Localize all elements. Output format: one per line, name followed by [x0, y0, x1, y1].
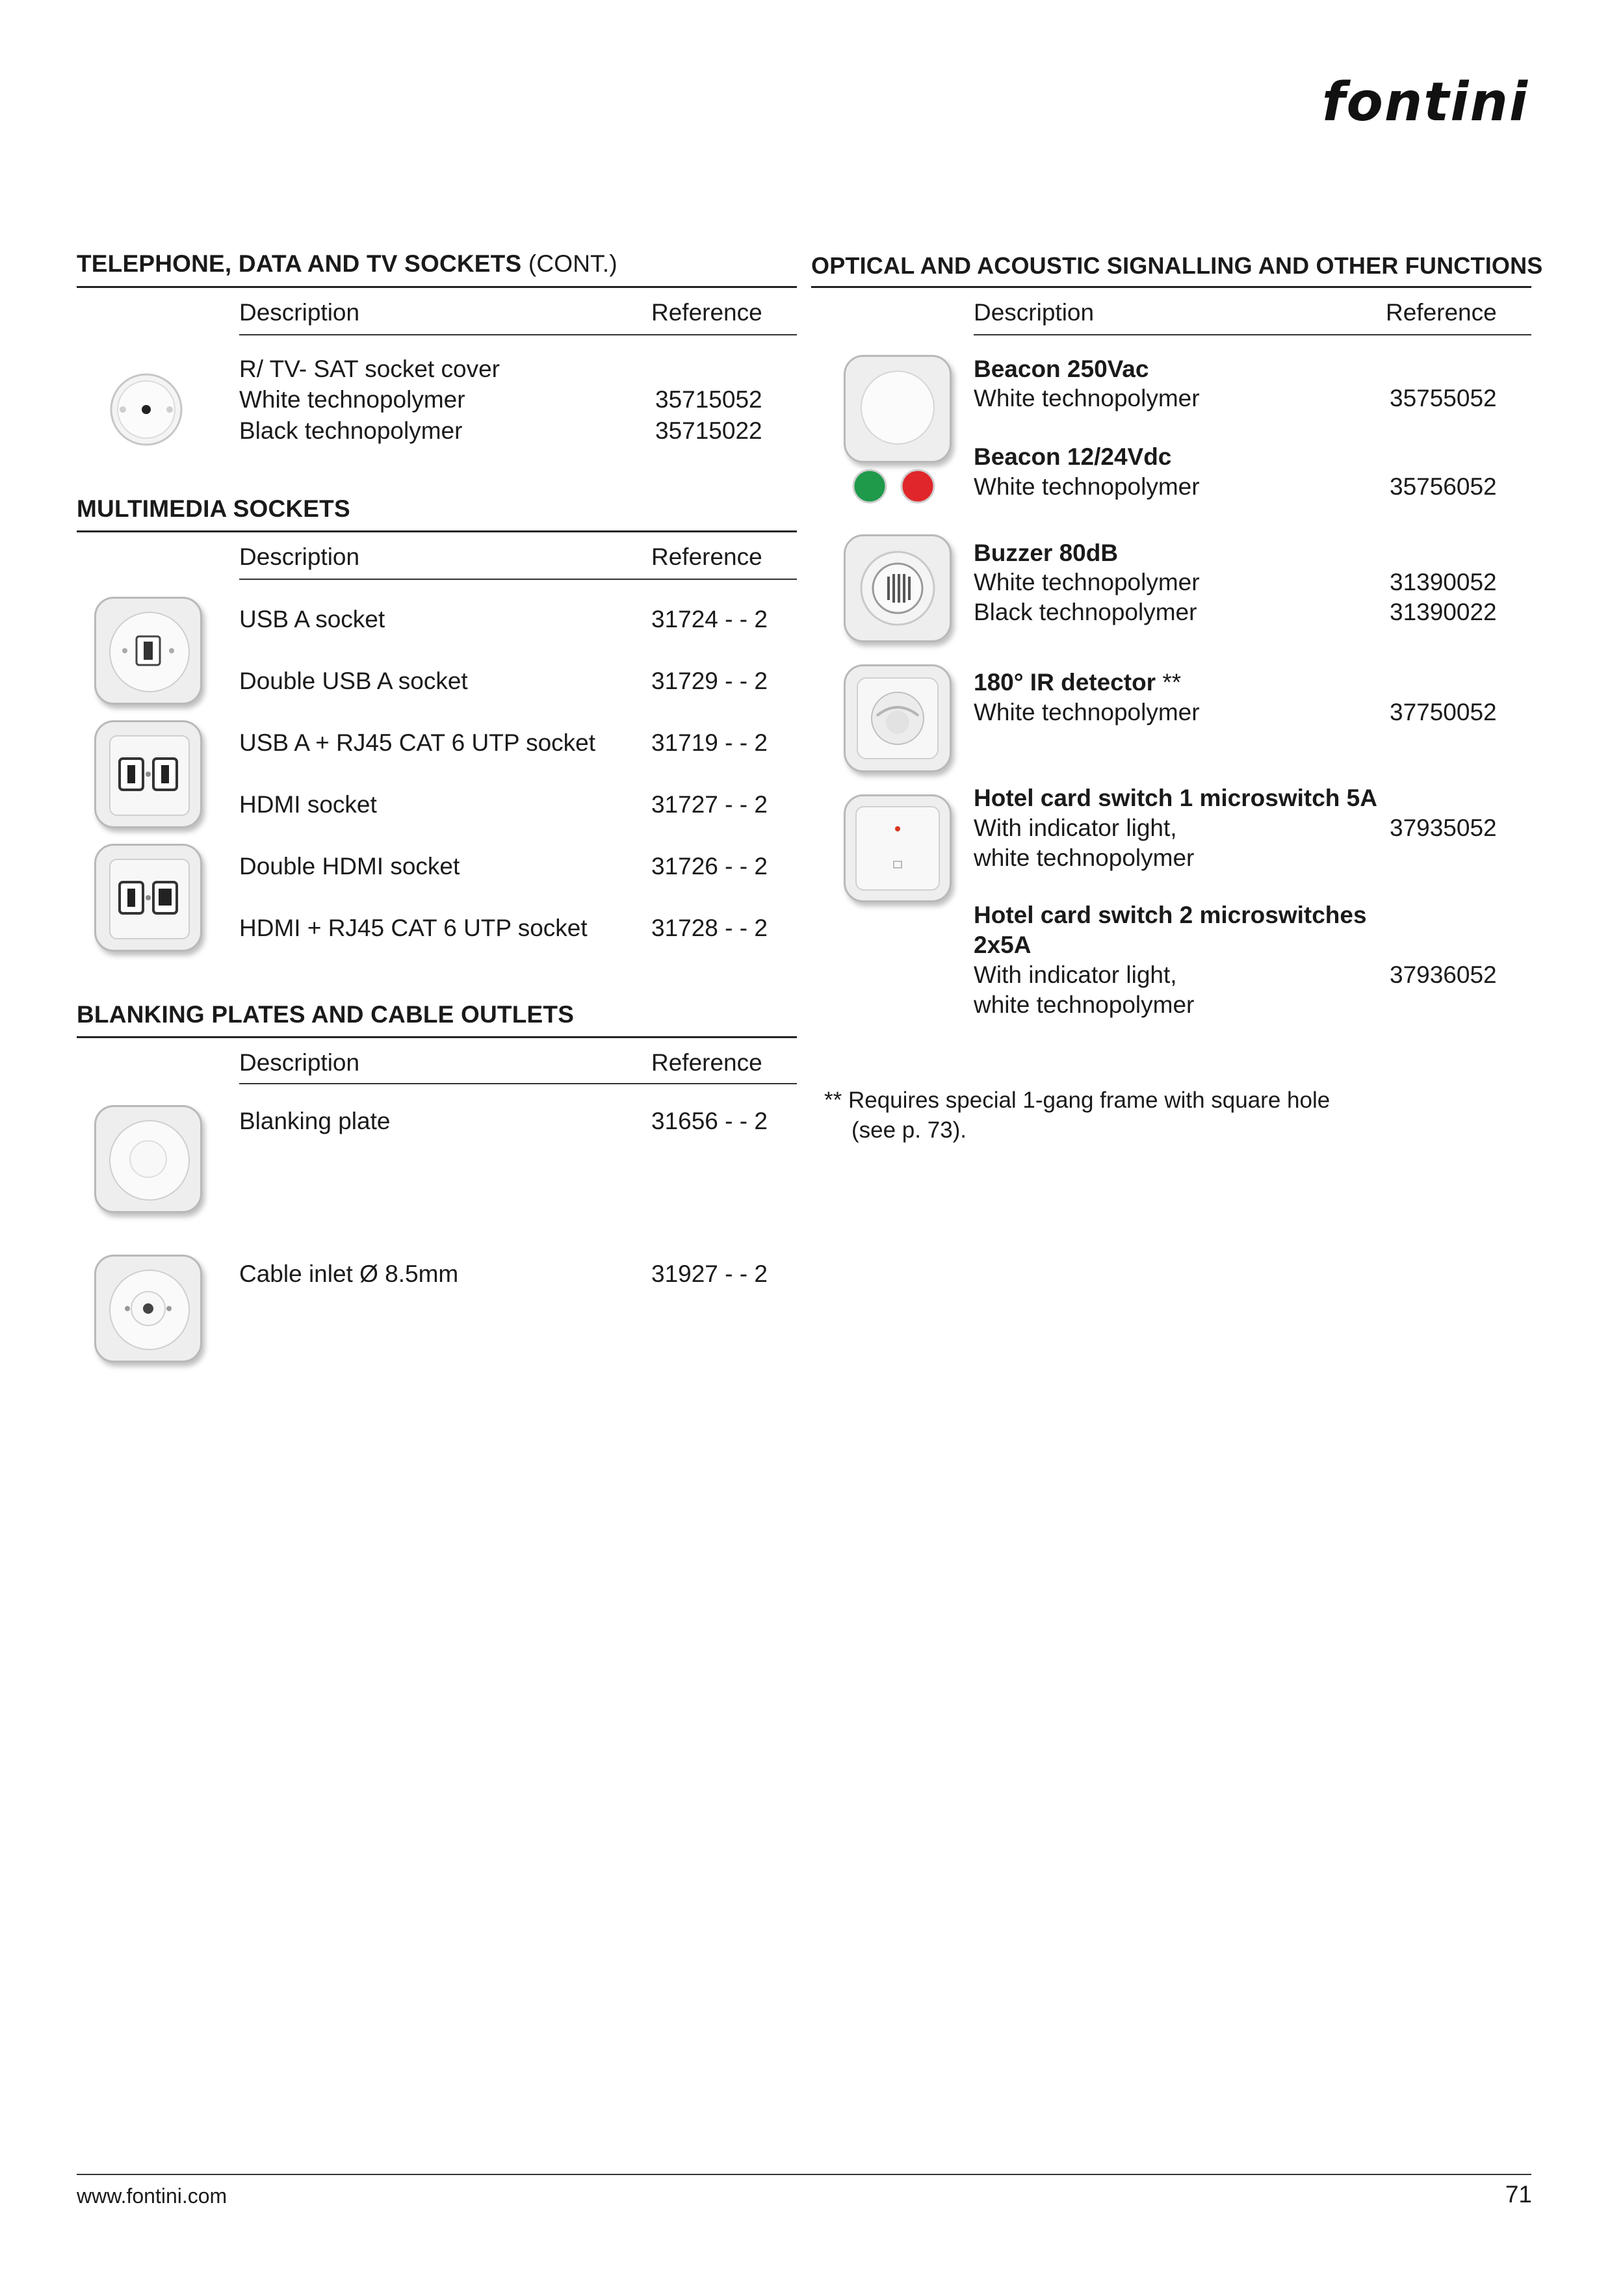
list-item: White technopolymer	[974, 699, 1200, 725]
list-item: Double USB A socket	[239, 668, 468, 694]
product-name: Beacon 12/24Vdc	[974, 443, 1172, 470]
list-item: HDMI + RJ45 CAT 6 UTP socket	[239, 915, 588, 941]
list-item: With indicator light,	[974, 815, 1177, 841]
list-item: White technopolymer	[974, 385, 1200, 411]
cable-inlet-image	[94, 1255, 202, 1363]
reference-code: 35715022	[655, 417, 762, 444]
reference-code: 37935052	[1390, 815, 1497, 841]
reference-code: 35715052	[655, 386, 762, 413]
buzzer-image	[844, 534, 952, 642]
list-item: Double HDMI socket	[239, 853, 460, 880]
section-rule	[811, 286, 1531, 288]
list-item: Black technopolymer	[974, 599, 1197, 625]
column-header-reference: Reference	[651, 1049, 762, 1076]
list-item: HDMI socket	[239, 791, 377, 818]
footer-rule	[77, 2174, 1531, 2175]
column-header-description: Description	[239, 1049, 360, 1076]
beacon-image	[844, 355, 952, 463]
footnote-line-1: ** Requires special 1-gang frame with square hole	[824, 1088, 1331, 1113]
usb-socket-image	[94, 597, 202, 705]
header-rule	[239, 334, 797, 335]
section-rule	[77, 286, 797, 288]
fontini-logo: fontini	[1321, 72, 1529, 133]
reference-code: 31726 - - 2	[651, 853, 768, 880]
column-header-description: Description	[974, 299, 1095, 326]
list-item: Black technopolymer	[239, 417, 463, 444]
product-name: Hotel card switch 1 microswitch 5A	[974, 785, 1377, 811]
product-name-ir-detector	[974, 668, 1181, 698]
header-rule	[239, 1083, 797, 1084]
list-item: Cable inlet Ø 8.5mm	[239, 1260, 459, 1287]
blanking-plate-image	[94, 1105, 202, 1213]
section-title-multimedia: MULTIMEDIA SOCKETS	[77, 495, 350, 522]
header-rule	[239, 579, 797, 580]
page-number: 71	[1505, 2181, 1532, 2208]
reference-code: 31927 - - 2	[651, 1260, 768, 1287]
list-item: White technopolymer	[974, 569, 1200, 595]
column-header-reference: Reference	[651, 543, 762, 570]
list-item: With indicator light,	[974, 961, 1177, 988]
list-item: Blanking plate	[239, 1108, 391, 1134]
usb-rj45-socket-image	[94, 844, 202, 952]
column-header-reference: Reference	[651, 299, 762, 326]
section-title-telephone	[77, 250, 617, 278]
column-header-description: Description	[239, 299, 360, 326]
section-rule	[77, 530, 797, 532]
reference-code: 31729 - - 2	[651, 668, 768, 694]
section-title-signalling: OPTICAL AND ACOUSTIC SIGNALLING AND OTHER FUNCTIONS	[811, 252, 1543, 279]
product-name: Beacon 250Vac	[974, 356, 1149, 382]
ir-detector-image	[844, 664, 952, 772]
product-name-line2: 2x5A	[974, 932, 1032, 958]
reference-code: 31390052	[1390, 569, 1497, 595]
column-header-description: Description	[239, 543, 360, 570]
reference-code: 35756052	[1390, 473, 1497, 500]
reference-code: 31727 - - 2	[651, 791, 768, 818]
double-usb-socket-image	[94, 720, 202, 828]
section-title-suffix: (CONT.)	[528, 250, 617, 277]
header-rule	[974, 334, 1531, 335]
section-title-text: TELEPHONE, DATA AND TV SOCKETS	[77, 250, 522, 277]
reference-code: 31724 - - 2	[651, 606, 768, 633]
footnote-line-2: (see p. 73).	[851, 1117, 967, 1143]
reference-code: 31719 - - 2	[651, 729, 768, 756]
product-name: Hotel card switch 2 microswitches	[974, 902, 1367, 928]
list-item: USB A + RJ45 CAT 6 UTP socket	[239, 729, 596, 756]
product-name: Buzzer 80dB	[974, 540, 1119, 566]
column-header-reference: Reference	[1386, 299, 1497, 326]
list-item: white technopolymer	[974, 844, 1195, 871]
list-item: White technopolymer	[974, 473, 1200, 500]
footer-url[interactable]: www.fontini.com	[77, 2184, 227, 2208]
list-item: White technopolymer	[239, 386, 465, 413]
list-item: white technopolymer	[974, 991, 1195, 1018]
product-name: 180° IR detector	[974, 669, 1156, 696]
beacon-color-options	[851, 468, 942, 504]
footnote-marker: **	[1162, 669, 1182, 696]
hotel-card-switch-image	[844, 794, 952, 902]
reference-code: 31390022	[1390, 599, 1497, 625]
section-title-blanking: BLANKING PLATES AND CABLE OUTLETS	[77, 1001, 575, 1028]
list-item: USB A socket	[239, 606, 385, 633]
reference-code: 37936052	[1390, 961, 1497, 988]
reference-code: 35755052	[1390, 385, 1497, 411]
reference-code: 31728 - - 2	[651, 915, 768, 941]
tv-sat-socket-cover-image	[107, 371, 185, 449]
reference-code: 37750052	[1390, 699, 1497, 725]
list-item: R/ TV- SAT socket cover	[239, 356, 500, 382]
reference-code: 31656 - - 2	[651, 1108, 768, 1134]
section-rule	[77, 1036, 797, 1038]
